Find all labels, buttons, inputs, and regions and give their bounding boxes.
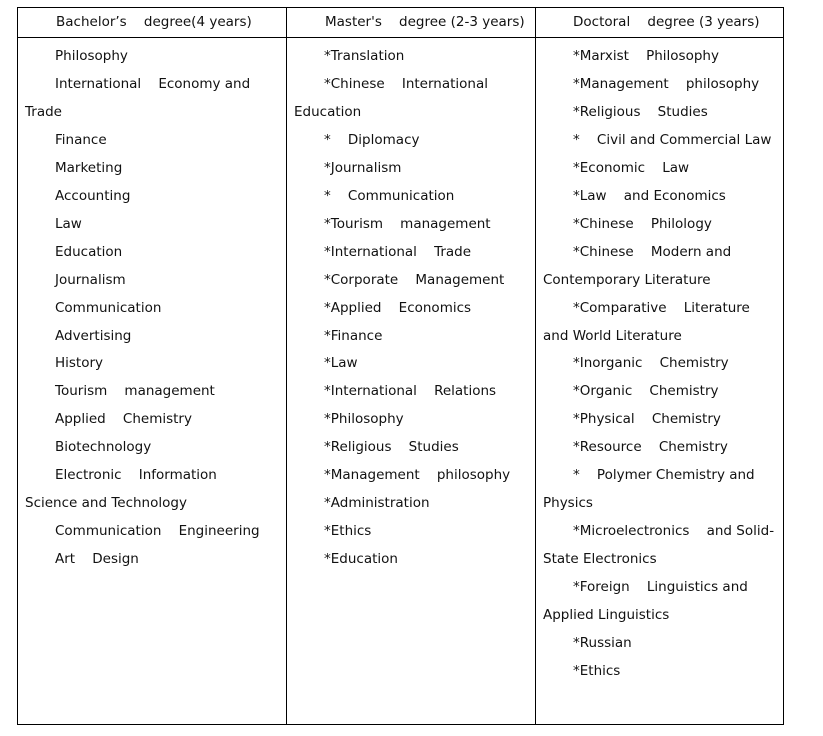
degree-program-item: *Marxist Philosophy xyxy=(573,48,719,64)
column-divider xyxy=(535,8,536,724)
bachelor-list xyxy=(25,43,269,574)
degree-program-item: *Inorganic Chemistry xyxy=(573,355,729,372)
degree-program-item: Applied Chemistry xyxy=(55,411,192,428)
degree-program-item: *Chinese Modern and Contemporary Literature xyxy=(543,243,736,288)
degree-program-item: *Management philosophy xyxy=(573,75,760,92)
degree-program-item: *Physical Chemistry xyxy=(573,411,721,428)
degree-program-item: *Corporate Management xyxy=(324,271,505,288)
degree-program-item: *Chinese Philology xyxy=(573,215,712,232)
degree-program-item: *Russian xyxy=(573,635,632,652)
degree-program-item: *International Relations xyxy=(324,383,497,400)
degree-program-item: *Economic Law xyxy=(573,159,690,176)
degree-program-item: *Chinese International Education xyxy=(294,75,493,120)
degree-program-item: Journalism xyxy=(55,271,126,288)
degree-program-item: *Religious Studies xyxy=(324,439,459,456)
degree-program-item: *Management philosophy xyxy=(324,467,511,484)
degree-program-item: *Comparative Literature and World Literature xyxy=(543,299,755,344)
header-divider xyxy=(18,37,783,38)
degree-program-item: Law xyxy=(55,215,82,232)
degree-program-item: Education xyxy=(55,243,123,260)
degree-program-item: *International Trade xyxy=(324,243,472,260)
degree-program-item: Finance xyxy=(55,131,107,148)
degree-programs-table xyxy=(17,7,784,725)
degree-program-item: * Civil and Commercial Law xyxy=(573,131,772,148)
degree-program-item: Biotechnology xyxy=(55,439,152,456)
degree-program-item: Advertising xyxy=(55,327,132,344)
degree-program-item: * Communication xyxy=(324,187,455,204)
column-divider xyxy=(286,8,287,724)
degree-program-item: History xyxy=(55,355,104,372)
master-heading: Master's degree (2-3 years) xyxy=(325,14,525,30)
degree-program-item: *Law and Economics xyxy=(573,187,726,204)
degree-program-item: *Translation xyxy=(324,48,405,64)
doctoral-list xyxy=(543,43,775,686)
degree-program-item: *Organic Chemistry xyxy=(573,383,719,400)
degree-program-item: *Administration xyxy=(324,495,430,512)
degree-program-item: *Applied Economics xyxy=(324,299,472,316)
degree-program-item: *Finance xyxy=(324,327,383,344)
degree-program-item: *Microelectronics and Solid-State Electronics xyxy=(543,523,775,568)
degree-program-item: Communication Engineering xyxy=(55,523,260,540)
degree-program-item: *Education xyxy=(324,551,398,568)
degree-program-item: International Economy and Trade xyxy=(25,75,255,120)
degree-program-item: *Ethics xyxy=(324,523,372,540)
degree-program-item: *Resource Chemistry xyxy=(573,439,728,456)
degree-program-item: *Journalism xyxy=(324,159,402,176)
degree-program-item: *Philosophy xyxy=(324,411,404,428)
doctoral-heading: Doctoral degree (3 years) xyxy=(573,14,760,30)
degree-program-item: * Diplomacy xyxy=(324,131,420,148)
degree-program-item: Philosophy xyxy=(55,48,128,64)
degree-program-item: *Ethics xyxy=(573,662,621,679)
degree-program-item: Art Design xyxy=(55,551,139,568)
degree-program-item: Tourism management xyxy=(55,383,215,400)
degree-program-item: Accounting xyxy=(55,187,131,204)
degree-program-item: Marketing xyxy=(55,159,123,176)
bachelor-heading: Bachelor’s degree(4 years) xyxy=(56,14,252,30)
master-list xyxy=(294,43,526,574)
degree-program-item: Communication xyxy=(55,299,162,316)
degree-program-item: * Polymer Chemistry and Physics xyxy=(543,467,759,512)
degree-program-item: *Foreign Linguistics and Applied Linguistics xyxy=(543,579,753,624)
degree-program-item: *Religious Studies xyxy=(573,103,708,120)
degree-program-item: *Law xyxy=(324,355,358,372)
degree-program-item: Electronic Information Science and Technology xyxy=(25,467,222,512)
degree-program-item: *Tourism management xyxy=(324,215,491,232)
